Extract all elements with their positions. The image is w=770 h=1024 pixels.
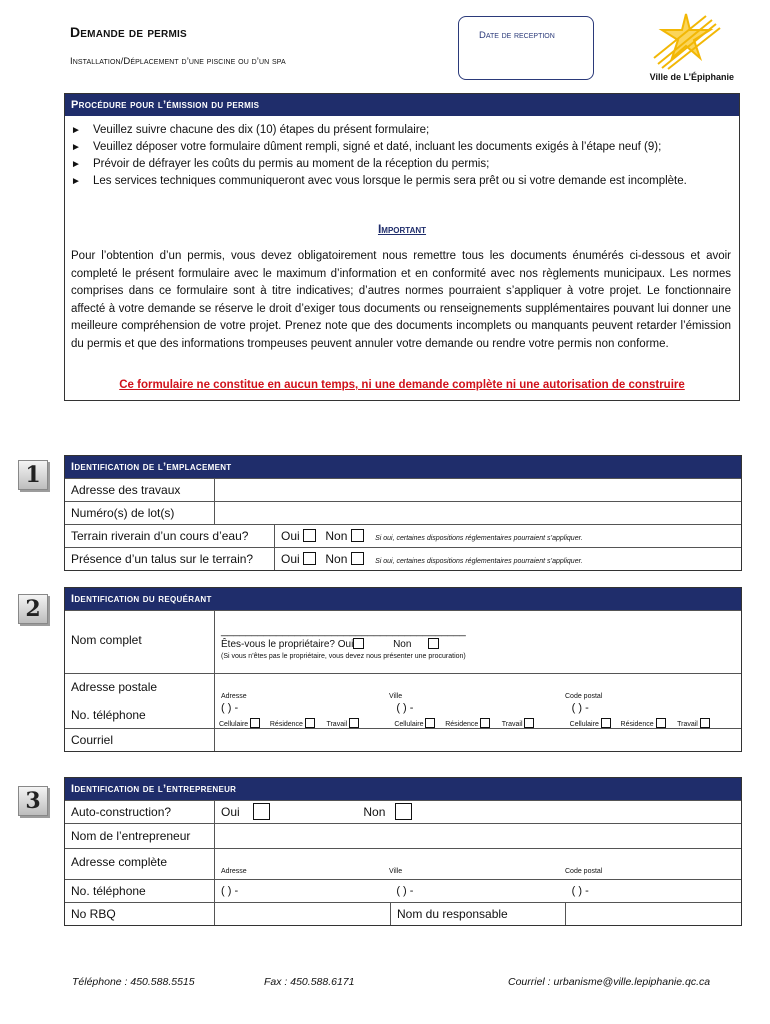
- river-note: Si oui, certaines dispositions réglementaires pourraient s’appliquer.: [375, 535, 583, 542]
- cell-checkbox[interactable]: [425, 718, 435, 728]
- arrow-icon: ►: [71, 125, 81, 136]
- row-label: Nom de l’entrepreneur: [65, 824, 215, 848]
- owner-question: Êtes-vous le propriétaire?: [221, 639, 335, 650]
- address-sublabel: Adresse: [221, 693, 247, 700]
- table-row: [65, 728, 741, 751]
- list-item: ► Les services techniques communiqueront avec vous lorsque le permis sera prêt ou si votre demande est incomplète.: [71, 173, 731, 190]
- manager-label: Nom du responsable: [391, 903, 566, 925]
- table-row: [65, 823, 741, 848]
- slope-note: Si oui, certaines dispositions réglementaires pourraient s’appliquer.: [375, 558, 583, 565]
- cell-checkbox[interactable]: [250, 718, 260, 728]
- no-label: Non: [363, 805, 386, 819]
- row-label: No. téléphone: [65, 880, 215, 902]
- phone-field[interactable]: ( ) -: [571, 885, 589, 897]
- no-label: Non: [325, 529, 348, 543]
- cell-checkbox[interactable]: [601, 718, 611, 728]
- section-1-heading: Identification de l’emplacement: [65, 456, 741, 478]
- arrow-icon: ►: [71, 176, 81, 187]
- work-label: Travail: [677, 721, 698, 728]
- home-checkbox[interactable]: [305, 718, 315, 728]
- table-row: [65, 673, 741, 704]
- manager-field[interactable]: [566, 903, 741, 925]
- full-name-field[interactable]: ________________________________________: [221, 625, 466, 637]
- city-caption: Ville de L’Épiphanie: [649, 72, 734, 82]
- yes-label: Oui: [221, 805, 240, 819]
- slope-yes-checkbox[interactable]: [303, 552, 316, 565]
- no-label: Non: [393, 639, 412, 650]
- important-heading: Important: [377, 222, 427, 236]
- work-label: Travail: [501, 721, 523, 728]
- row-label: Adresse complète: [65, 849, 215, 879]
- table-row: [65, 848, 741, 879]
- owner-no-checkbox[interactable]: [428, 638, 439, 649]
- footer-email[interactable]: Courriel : urbanisme@ville.lepiphanie.qc.ca: [508, 976, 711, 988]
- phone-field[interactable]: ( ) -: [396, 885, 414, 897]
- table-row: [65, 501, 741, 524]
- table-row: [65, 524, 741, 547]
- row-label: Courriel: [65, 729, 215, 751]
- slope-no-checkbox[interactable]: [351, 552, 364, 565]
- cell-label: Cellulaire: [394, 721, 424, 728]
- row-label: Terrain riverain d’un cours d’eau?: [65, 525, 275, 547]
- row-label: Nom complet: [65, 611, 215, 673]
- work-checkbox[interactable]: [700, 718, 710, 728]
- table-row: [65, 800, 741, 823]
- email-field[interactable]: [215, 729, 741, 751]
- table-row: [65, 879, 741, 902]
- section-2: [64, 587, 742, 752]
- table-row: [65, 547, 741, 570]
- list-item: ► Veuillez déposer votre formulaire dûment rempli, signé et daté, incluant les documents exigés à l’étape neuf (9);: [71, 139, 731, 156]
- city-sublabel: Ville: [389, 693, 403, 700]
- row-label: Auto-construction?: [65, 801, 215, 823]
- phone-field[interactable]: [390, 704, 565, 728]
- contractor-address-field[interactable]: [215, 849, 741, 879]
- home-checkbox[interactable]: [480, 718, 490, 728]
- self-build-yes-checkbox[interactable]: [253, 803, 270, 820]
- procedure-box: [64, 93, 740, 401]
- row-label: Numéro(s) de lot(s): [65, 502, 215, 524]
- home-label: Résidence: [269, 721, 303, 728]
- address-sublabel: Adresse: [221, 868, 247, 875]
- section-2-heading: Identification du requérant: [65, 588, 741, 610]
- step-1-badge: 1: [18, 460, 48, 490]
- footer-fax: Fax : 450.588.6171: [264, 976, 355, 988]
- form-title: Demande de permis: [70, 24, 187, 40]
- step-2-badge: 2: [18, 594, 48, 624]
- row-label: Adresse postale: [65, 674, 215, 704]
- list-item: ► Prévoir de défrayer les coûts du permis au moment de la réception du permis;: [71, 156, 731, 173]
- cell-label: Cellulaire: [569, 721, 599, 728]
- table-row: [65, 610, 741, 673]
- footer-phone: Téléphone : 450.588.5515: [72, 976, 195, 988]
- list-item: ► Veuillez suivre chacune des dix (10) étapes du présent formulaire;: [71, 122, 731, 139]
- home-label: Résidence: [445, 721, 479, 728]
- procedure-heading: Procédure pour l’émission du permis: [65, 94, 739, 116]
- phone-mask: ( ) -: [221, 702, 239, 714]
- work-checkbox[interactable]: [524, 718, 534, 728]
- row-label: No RBQ: [65, 903, 215, 925]
- table-row: [65, 902, 741, 925]
- home-checkbox[interactable]: [656, 718, 666, 728]
- self-build-no-checkbox[interactable]: [395, 803, 412, 820]
- arrow-icon: ►: [71, 142, 81, 153]
- warning-text: Ce formulaire ne constitue en aucun temps, ni une demande complète ni une autorisation de construire: [119, 379, 685, 391]
- postal-code-sublabel: Code postal: [565, 693, 603, 700]
- arrow-icon: ►: [71, 159, 81, 170]
- owner-yes-checkbox[interactable]: [353, 638, 364, 649]
- phone-mask: ( ) -: [396, 702, 414, 714]
- river-yes-checkbox[interactable]: [303, 529, 316, 542]
- reception-date-label: Date de reception: [479, 30, 555, 41]
- city-logo: [652, 12, 722, 70]
- phone-mask: ( ) -: [571, 702, 589, 714]
- section-3-heading: Identification de l’entrepreneur: [65, 778, 741, 800]
- phone-field[interactable]: [566, 704, 741, 728]
- owner-note: (Si vous n’êtes pas le propriétaire, vous devez nous présenter une procuration): [221, 653, 466, 660]
- postal-address-field[interactable]: [215, 674, 741, 704]
- yes-label: Oui: [281, 529, 300, 543]
- yes-label: Oui: [337, 639, 354, 650]
- important-text: Pour l’obtention d’un permis, vous devez obligatoirement nous remettre tous les documents énumérés ci-dessous et avoir completé le présent formulaire avec le maximum d’information et en conformité avec nos règlements municipaux. Les normes comprises dans ce formulaire sont à titre indicatives; d’autres normes pourraient s’appliquer à votre projet. Le fonctionnaire affecté à votre demande se réserve le droit d’exiger tous documents ou renseignements supplémentaires pouvant lui donner une meilleure compréhension de votre projet. Prenez note que des documents incomplets ou manquants peuvent retarder l’émission du permis et que des informations trompeuses peuvent annuler votre demande ou rendre votre permis non conforme.: [71, 250, 731, 350]
- work-address-field[interactable]: [215, 479, 741, 501]
- work-checkbox[interactable]: [349, 718, 359, 728]
- home-label: Résidence: [620, 721, 654, 728]
- no-label: Non: [325, 552, 348, 566]
- step-3-badge: 3: [18, 786, 48, 816]
- table-row: [65, 478, 741, 501]
- work-label: Travail: [326, 721, 348, 728]
- lot-number-field[interactable]: [215, 502, 741, 524]
- phone-field[interactable]: ( ) -: [221, 885, 239, 897]
- table-row: [65, 704, 741, 728]
- postal-code-sublabel: Code postal: [565, 868, 603, 875]
- row-label: No. téléphone: [65, 704, 215, 728]
- row-label: Adresse des travaux: [65, 479, 215, 501]
- section-1: [64, 455, 742, 571]
- river-no-checkbox[interactable]: [351, 529, 364, 542]
- procedure-bullets: [71, 122, 731, 190]
- reception-date-box: [458, 16, 594, 80]
- section-3: [64, 777, 742, 926]
- rbq-field[interactable]: [215, 903, 391, 925]
- contractor-name-field[interactable]: [215, 824, 741, 848]
- yes-label: Oui: [281, 552, 300, 566]
- row-label: Présence d’un talus sur le terrain?: [65, 548, 275, 570]
- form-subtitle: Installation/Déplacement d’une piscine ou d’un spa: [70, 56, 286, 67]
- phone-field[interactable]: [215, 704, 390, 728]
- cell-label: Cellulaire: [219, 721, 249, 728]
- city-sublabel: Ville: [389, 868, 403, 875]
